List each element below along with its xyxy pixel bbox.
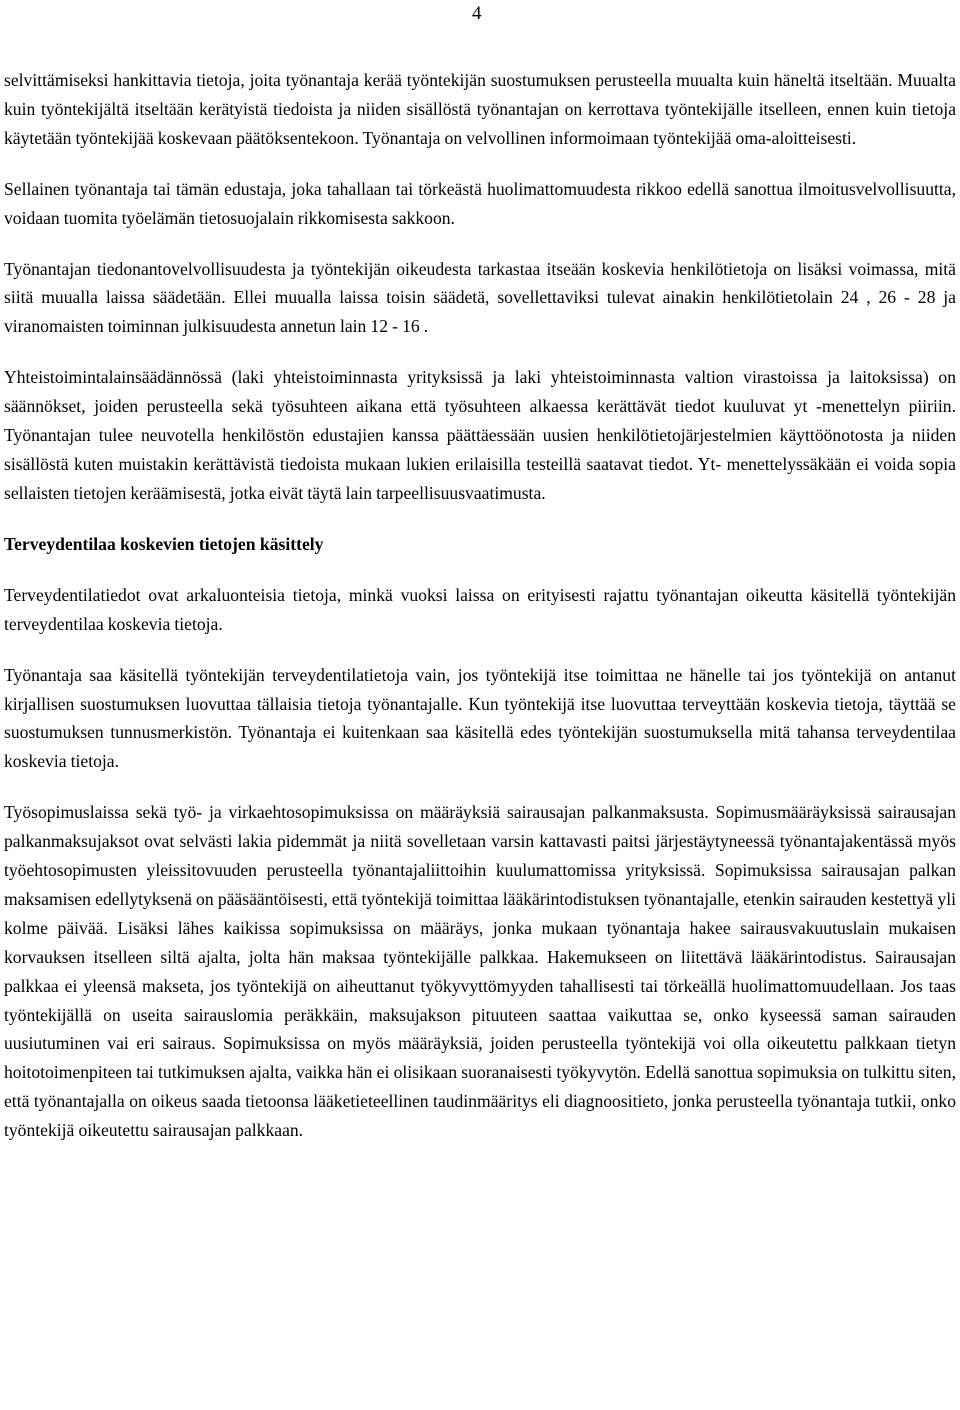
paragraph-sick-pay: Työsopimuslaissa sekä työ- ja virkaehtosopimuksissa on määräyksiä sairausajan palkanmaksusta. Sopimusmääräyksissä sairausajan palkanmaksujaksot ovat selvästi lakia pidemmät ja niitä sovelletaan varsin kattavasti paitsi järjestäytyneessä työnantajakentässä myös työehtosopimusten yleissitovuuden perusteella työnantajaliittoihin kuulumattomissa yrityksissä. Sopimuksissa sairausajan palkan maksamisen edellytyksenä on pääsääntöisesti, että työntekijä toimittaa lääkärintodistuksen työnantajalle, etenkin sairauden kestettyä yli kolme päivää. Lisäksi lähes kaikissa sopimuksissa on määräys, jonka mukaan työnantaja hakee sairausvakuutuslain mukaisen korvauksen itselleen siltä ajalta, jolta hän maksaa työntekijälle palkkaa. Hakemukseen on liitettävä lääkärintodistus. Sairausajan palkkaa ei yleensä makseta, jos työntekijä on aiheuttanut työkyvyttömyyden tahallisesti tai törkeällä huolimattomuudellaan. Jos taas työntekijällä on useita sairauslomia peräkkäin, maksujakson pituuteen saattaa vaikuttaa se, onko kyseessä saman sairauden uusiutuminen vai eri sairaus. Sopimuksissa on myös määräyksiä, joiden perusteella työntekijä voi olla oikeutettu palkkaan tietyn hoitotoimenpiteen tai tutkimuksen ajalta, vaikka hän ei olisikaan suoranaisesti työkyvytön. Edellä sanottua sopimuksia on tulkittu siten, että työnantajalla on oikeus saada tietoonsa lääketieteellinen taudinmääritys eli diagnoositieto, jonka perusteella työnantaja tutkii, onko työntekijä oikeutettu sairausajan palkkaan. bbox=[4, 802, 956, 1141]
paragraph-spacer bbox=[4, 639, 956, 661]
section-heading: Terveydentilaa koskevien tietojen käsittely bbox=[4, 533, 324, 554]
paragraph-health-sensitive: Terveydentilatiedot ovat arkaluonteisia tietoja, minkä vuoksi laissa on erityisesti rajattu työnantajan oikeutta käsitellä työntekijän terveydentilaa koskevia tietoja. bbox=[4, 584, 956, 634]
paragraph-spacer bbox=[4, 341, 956, 363]
paragraph-spacer bbox=[4, 153, 956, 175]
paragraph-penalty: Sellainen työnantaja tai tämän edustaja, joka tahallaan tai törkeästä huolimattomuudesta rikkoo edellä sanottua ilmoitusvelvollisuutta, voidaan tuomita työelämän tietosuojalain rikkomisesta sakkoon. bbox=[4, 178, 956, 228]
paragraph-collection-info: selvittämiseksi hankittavia tietoja, joita työnantaja kerää työntekijän suostumuksen perusteella muualta kuin häneltä itseltään. Muualta kuin työntekijältä itseltään kerätyistä tiedoista ja niiden sisällöstä työnantajan on kerrottava työntekijälle itselleen, ennen kuin tietoja käytetään työntekijää koskevaan päätöksentekoon. Työnantaja on velvollinen informoimaan työntekijää oma-aloitteisesti. bbox=[4, 70, 956, 148]
paragraph-spacer bbox=[4, 508, 956, 530]
paragraph-right-to-inspect: Työnantajan tiedonantovelvollisuudesta ja työntekijän oikeudesta tarkastaa itseään koskevia henkilötietoja on lisäksi voimassa, mitä siitä muualla laissa säädetään. Ellei muualla laissa toisin säädetä, sovellettaviksi tulevat ainakin henkilötietolain 24 , 26 - 28 ja viranomaisten toiminnan julkisuudesta annetun lain 12 - 16 . bbox=[4, 258, 956, 337]
page-number: 4 bbox=[472, 3, 482, 24]
page-content bbox=[4, 66, 956, 1145]
paragraph-spacer bbox=[4, 233, 956, 255]
paragraph-cooperation-law: Yhteistoimintalainsäädännössä (laki yhteistoiminnasta yrityksissä ja laki yhteistoiminnasta valtion virastoissa ja laitoksissa) on säännökset, joiden perusteella sekä työsuhteen aikana että työsuhteen alkaessa kerättävät tiedot kuuluvat yt -menettelyn piiriin. Työnantajan tulee neuvotella henkilöstön edustajien kanssa päättäessään uusien henkilötietojärjestelmien käyttöönotosta ja niiden sisällöstä kuten muistakin kerättävistä tiedoista mukaan lukien erilaisilla testeillä saatavat tiedot. Yt- menettelyssäkään ei voida sopia sellaisten tietojen keräämisestä, jotka eivät täytä lain tarpeellisuusvaatimusta. bbox=[4, 367, 956, 503]
paragraph-spacer bbox=[4, 776, 956, 798]
paragraph-health-consent: Työnantaja saa käsitellä työntekijän terveydentilatietoja vain, jos työntekijä itse toimittaa ne hänelle tai jos työntekijä on antanut kirjallisen suostumuksen luovuttaa tällaisia tietoja työnantajalle. Kun työntekijä itse luovuttaa terveyttään koskevia tietoja, täyttää se suostumuksen tunnusmerkistön. Työnantaja ei kuitenkaan saa käsitellä edes työntekijän suostumuksella mitä tahansa terveydentilaa koskevia tietoja. bbox=[4, 664, 956, 772]
paragraph-spacer bbox=[4, 559, 956, 581]
